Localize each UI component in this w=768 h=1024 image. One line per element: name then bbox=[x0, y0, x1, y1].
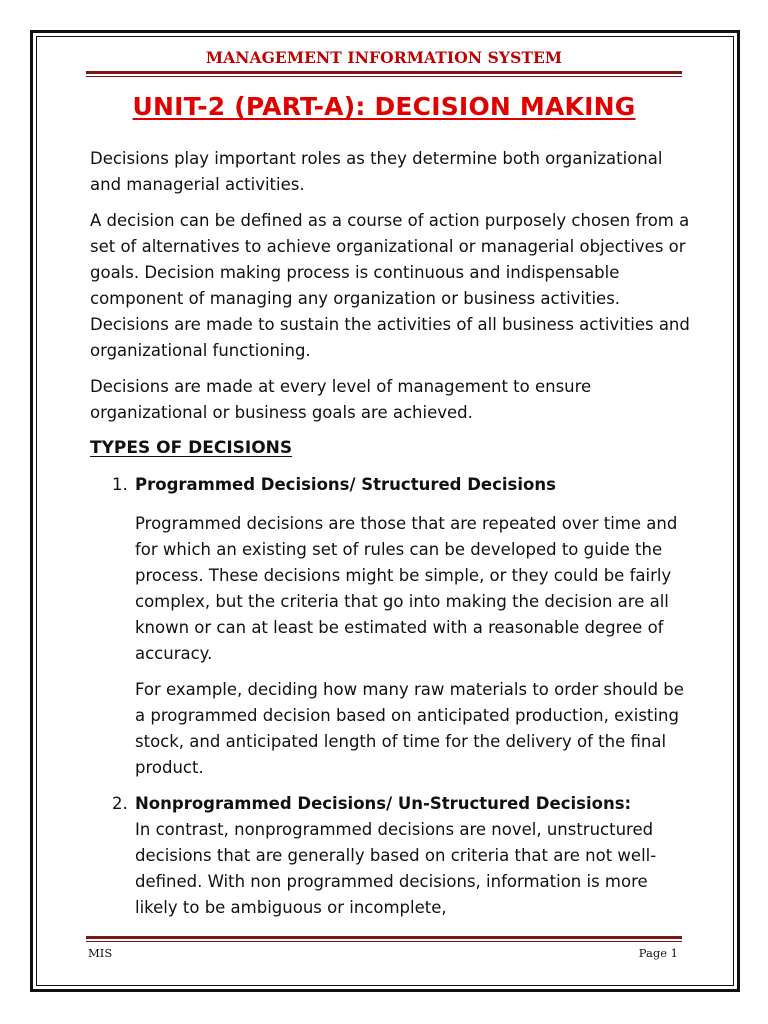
type-item-heading bbox=[90, 472, 690, 498]
header-title: MANAGEMENT INFORMATION SYSTEM bbox=[205, 48, 563, 67]
list-number: 1. bbox=[112, 475, 128, 494]
types-heading: TYPES OF DECISIONS bbox=[90, 438, 293, 458]
intro-paragraph: Decisions are made at every level of management to ensure organizational or business goals are achieved. bbox=[90, 377, 592, 422]
type-heading-text: Nonprogrammed Decisions/ Un-Structured Decisions: bbox=[135, 794, 632, 813]
page-number: Page 1 bbox=[638, 946, 678, 960]
type-item-heading bbox=[90, 791, 690, 817]
type-paragraph: In contrast, nonprogrammed decisions are novel, unstructured decisions that are generally based on criteria that are not well-defined. With non programmed decisions, information is more likely to be ambiguous or incomplete, bbox=[135, 820, 657, 917]
intro-paragraph: Decisions play important roles as they determine both organizational and managerial activities. bbox=[90, 149, 663, 194]
type-heading-text: Programmed Decisions/ Structured Decisions bbox=[135, 475, 556, 494]
type-paragraph: For example, deciding how many raw materials to order should be a programmed decision based on anticipated production, existing stock, and anticipated length of time for the delivery of the final product. bbox=[135, 680, 684, 777]
footer-rule bbox=[86, 936, 682, 942]
header-rule bbox=[86, 71, 682, 77]
footer-label: MIS bbox=[88, 946, 113, 960]
type-paragraph: Programmed decisions are those that are repeated over time and for which an existing set of rules can be developed to guide the process. These decisions might be simple, or they could be fairly complex, but the criteria that go into making the decision are all known or can at least be estimated with a reasonable degree of accuracy. bbox=[135, 514, 678, 663]
document-body bbox=[90, 146, 690, 921]
list-number: 2. bbox=[112, 794, 128, 813]
document-title: UNIT-2 (PART-A): DECISION MAKING bbox=[132, 92, 636, 121]
intro-paragraph: A decision can be defined as a course of action purposely chosen from a set of alternatives to achieve organizational or managerial objectives or goals. Decision making process is continuous and indispensable component of managing any organization or business activities. Decisions are made to sustain the activities of all business activities and organizational functioning. bbox=[90, 211, 690, 360]
